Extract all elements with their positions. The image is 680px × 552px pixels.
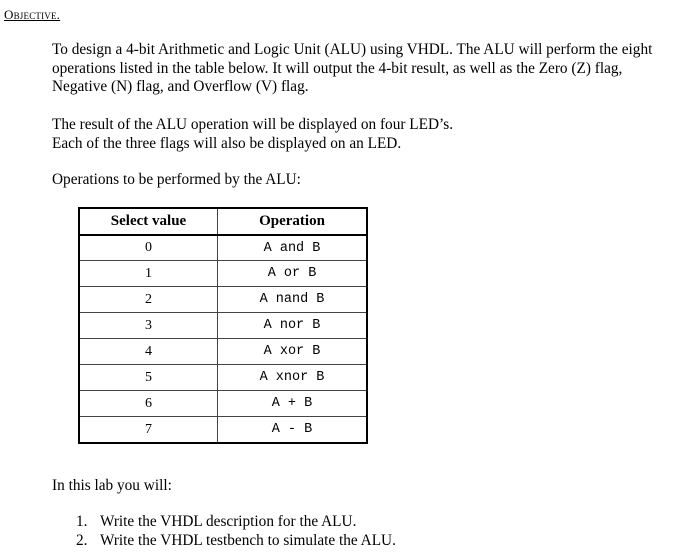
list-item xyxy=(76,513,396,532)
select-value-cell: 2 xyxy=(79,287,218,313)
task-list xyxy=(76,513,396,550)
table-row xyxy=(79,287,367,313)
header-operation: Operation xyxy=(218,208,368,235)
header-select-value: Select value xyxy=(79,208,218,235)
table-row xyxy=(79,365,367,391)
table-row xyxy=(79,235,367,261)
task-text: Write the VHDL description for the ALU. xyxy=(100,513,357,530)
select-value-cell: 0 xyxy=(79,235,218,261)
display-line-1: The result of the ALU operation will be displayed on four LED’s. xyxy=(52,116,454,133)
select-value-cell: 6 xyxy=(79,391,218,417)
table-row xyxy=(79,261,367,287)
table-row xyxy=(79,391,367,417)
table-row xyxy=(79,313,367,339)
operation-cell: A nor B xyxy=(218,313,368,339)
lab-intro: In this lab you will: xyxy=(52,477,172,494)
task-text: Write the VHDL testbench to simulate the ALU. xyxy=(100,531,396,549)
operation-cell: A xnor B xyxy=(218,365,368,391)
task-number: 1. xyxy=(76,513,88,530)
select-value-cell: 4 xyxy=(79,339,218,365)
operations-table xyxy=(78,207,368,444)
operation-cell: A or B xyxy=(218,261,368,287)
table-header-row xyxy=(79,208,367,235)
select-value-cell: 1 xyxy=(79,261,218,287)
list-item xyxy=(76,532,396,551)
operation-cell: A nand B xyxy=(218,287,368,313)
select-value-cell: 3 xyxy=(79,313,218,339)
objective-paragraph: To design a 4-bit Arithmetic and Logic Unit (ALU) using VHDL. The ALU will perform the eight operations listed in the table below. It will output the 4-bit result, as well as the Zero (Z) flag, Negative (N) flag, and Overflow (V) flag. xyxy=(52,41,653,95)
operation-cell: A - B xyxy=(218,417,368,444)
select-value-cell: 5 xyxy=(79,365,218,391)
table-row xyxy=(79,417,367,444)
operation-cell: A and B xyxy=(218,235,368,261)
task-number: 2. xyxy=(76,531,88,549)
operation-cell: A xor B xyxy=(218,339,368,365)
table-row xyxy=(79,339,367,365)
operation-cell: A + B xyxy=(218,391,368,417)
operations-intro: Operations to be performed by the ALU: xyxy=(52,171,301,188)
display-line-2: Each of the three flags will also be displayed on an LED. xyxy=(52,134,402,152)
display-paragraph xyxy=(52,116,664,153)
select-value-cell: 7 xyxy=(79,417,218,444)
section-heading: Objective. xyxy=(4,7,61,22)
